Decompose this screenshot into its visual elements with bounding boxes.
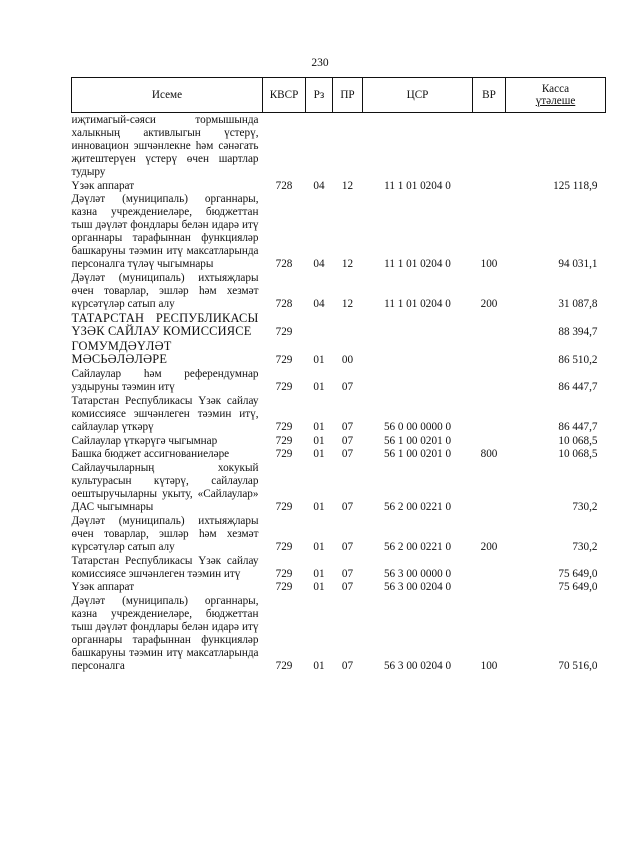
cell-amount: 10 068,5 bbox=[558, 434, 598, 447]
cell-pr: 07 bbox=[341, 581, 354, 594]
cell-rz: 01 bbox=[313, 567, 325, 580]
cell-kvsr: 729 bbox=[275, 581, 293, 594]
cell-name: Дәүләт (муниципаль) органнары, казна учреждениеләре, бюджеттан тыш дәүләт фондлары белән идарә итү органнары тарафыннан функцияләр башкаруны тәэмин итү максатларында персоналга bbox=[71, 595, 259, 672]
header-kassa-line2: үтәлеше bbox=[535, 95, 576, 107]
table-header-row bbox=[72, 78, 606, 113]
cell-kvsr: 729 bbox=[275, 448, 293, 461]
budget-table bbox=[71, 77, 606, 673]
cell-kvsr: 729 bbox=[275, 325, 293, 338]
cell-csr: 56 3 00 0204 0 bbox=[383, 581, 452, 594]
cell-pr: 00 bbox=[341, 354, 354, 367]
cell-rz: 01 bbox=[313, 448, 325, 461]
cell-kvsr: 729 bbox=[275, 380, 293, 393]
table-row bbox=[72, 554, 606, 581]
table-row bbox=[72, 461, 606, 514]
cell-kvsr: 729 bbox=[275, 501, 293, 514]
header-rz: Рз bbox=[306, 78, 333, 113]
cell-amount: 86 447,7 bbox=[558, 420, 598, 433]
cell-csr: 56 2 00 0221 0 bbox=[383, 501, 452, 514]
cell-pr: 12 bbox=[341, 257, 354, 270]
cell-csr: 56 2 00 0221 0 bbox=[383, 540, 452, 553]
cell-name: Татарстан Республикасы Үзәк сайлау комиссиясе эшчәнлеген тәэмин итү, сайлаулар үткәрү bbox=[71, 394, 259, 433]
cell-csr: 56 3 00 0204 0 bbox=[383, 659, 452, 672]
cell-amount: 86 510,2 bbox=[558, 354, 598, 367]
cell-csr bbox=[363, 339, 473, 367]
cell-name: Татарстан Республикасы Үзәк сайлау комиссиясе эшчәнлеген тәэмин итү bbox=[71, 554, 259, 580]
cell-rz: 01 bbox=[313, 501, 325, 514]
cell-rz: 01 bbox=[313, 659, 325, 672]
page-number: 230 bbox=[311, 57, 329, 69]
cell-amount: 86 447,7 bbox=[558, 380, 598, 393]
table-body bbox=[72, 113, 606, 673]
cell-amount: 70 516,0 bbox=[558, 659, 598, 672]
header-name: Исеме bbox=[72, 78, 263, 113]
cell-vr bbox=[473, 339, 506, 367]
cell-kvsr: 729 bbox=[275, 434, 293, 447]
cell-csr bbox=[363, 367, 473, 394]
header-kvsr: КВСР bbox=[263, 78, 306, 113]
cell-vr: 800 bbox=[480, 448, 498, 461]
cell-vr bbox=[473, 394, 506, 434]
cell-pr bbox=[333, 311, 363, 339]
cell-kvsr: 729 bbox=[275, 567, 293, 580]
cell-amount: 730,2 bbox=[572, 501, 598, 514]
cell-amount bbox=[506, 113, 606, 179]
cell-name: ГОМУМДӘҮЛӘТ МӘСЬӘЛӘЛӘРЕ bbox=[71, 338, 172, 367]
cell-amount: 31 087,8 bbox=[558, 297, 598, 310]
table-row bbox=[72, 367, 606, 394]
cell-amount: 94 031,1 bbox=[558, 257, 598, 270]
cell-pr: 07 bbox=[341, 380, 354, 393]
cell-pr: 12 bbox=[341, 179, 354, 192]
cell-vr bbox=[473, 113, 506, 179]
cell-rz bbox=[306, 311, 333, 339]
table-row bbox=[72, 179, 606, 193]
cell-name: Сайлаулар һәм референдумнар уздыруны тәэмин итү bbox=[71, 367, 259, 393]
cell-pr: 07 bbox=[341, 501, 354, 514]
cell-rz: 01 bbox=[313, 434, 325, 447]
cell-amount: 10 068,5 bbox=[558, 448, 598, 461]
cell-vr: 100 bbox=[480, 659, 498, 672]
header-kassa-line1: Касса bbox=[541, 82, 570, 95]
cell-rz: 01 bbox=[313, 581, 325, 594]
table-row bbox=[72, 580, 606, 594]
cell-amount: 75 649,0 bbox=[558, 567, 598, 580]
cell-csr: 11 1 01 0204 0 bbox=[384, 179, 451, 192]
cell-rz: 01 bbox=[313, 354, 325, 367]
header-csr: ЦСР bbox=[363, 78, 473, 113]
cell-vr: 200 bbox=[480, 297, 498, 310]
cell-pr: 07 bbox=[341, 659, 354, 672]
table-row bbox=[72, 271, 606, 311]
cell-amount: 125 118,9 bbox=[553, 179, 598, 192]
cell-name: Дәүләт (муниципаль) ихтыяҗлары өчен товарлар, эшләр һәм хезмәт күрсәтүләр сатып алу bbox=[71, 514, 259, 553]
table-row bbox=[72, 514, 606, 554]
table-row bbox=[72, 113, 606, 179]
cell-kvsr bbox=[263, 113, 306, 179]
cell-vr bbox=[473, 580, 506, 594]
cell-name: Сайлаулар үткәрүгә чыгымнар bbox=[71, 434, 218, 447]
table-row bbox=[72, 192, 606, 270]
cell-rz: 04 bbox=[313, 297, 325, 310]
cell-kvsr: 728 bbox=[275, 257, 293, 270]
cell-name: ТАТАРСТАН РЕСПУБЛИКАСЫ ҮЗӘК САЙЛАУ КОМИССИЯСЕ bbox=[71, 310, 259, 339]
cell-csr: 11 1 01 0204 0 bbox=[384, 297, 451, 310]
cell-rz: 01 bbox=[313, 540, 325, 553]
table-row bbox=[72, 394, 606, 434]
cell-vr: 100 bbox=[480, 257, 498, 270]
cell-amount: 75 649,0 bbox=[558, 581, 598, 594]
cell-name: иҗтимагый-сәяси тормышында халыкның активлыгын үстерү, инновацион эшчәнлекне һәм сәнәгать җитештерүен үстерү өчен шартлар тудыру bbox=[71, 114, 259, 178]
table-row bbox=[72, 434, 606, 448]
cell-kvsr: 728 bbox=[275, 179, 293, 192]
cell-kvsr: 729 bbox=[275, 540, 293, 553]
cell-vr bbox=[473, 554, 506, 581]
header-vr: ВР bbox=[473, 78, 506, 113]
cell-kvsr: 728 bbox=[275, 297, 293, 310]
cell-csr: 56 0 00 0000 0 bbox=[383, 420, 452, 433]
cell-name: Башка бюджет ассигнованиеләре bbox=[71, 448, 230, 461]
cell-name: Дәүләт (муниципаль) ихтыяҗлары өчен товарлар, эшләр һәм хезмәт күрсәтүләр сатып алу bbox=[71, 271, 259, 310]
cell-amount: 88 394,7 bbox=[558, 325, 598, 338]
cell-csr bbox=[363, 311, 473, 339]
cell-name: Сайлаучыларның хокукый культурасын күтәрү, сайлаулар оештыручыларны укыту, «Сайлаулар» ДАС чыгымнары bbox=[71, 462, 259, 514]
cell-csr: 56 1 00 0201 0 bbox=[383, 434, 452, 447]
cell-vr bbox=[473, 311, 506, 339]
cell-pr: 07 bbox=[341, 448, 354, 461]
cell-pr: 07 bbox=[341, 434, 354, 447]
cell-pr: 07 bbox=[341, 540, 354, 553]
cell-kvsr: 729 bbox=[275, 420, 293, 433]
table-row bbox=[72, 311, 606, 339]
cell-rz bbox=[306, 113, 333, 179]
cell-vr bbox=[473, 179, 506, 193]
table-row bbox=[72, 339, 606, 367]
cell-pr: 07 bbox=[341, 420, 354, 433]
cell-name: Үзәк аппарат bbox=[71, 179, 135, 192]
cell-kvsr: 729 bbox=[275, 659, 293, 672]
cell-name: Үзәк аппарат bbox=[71, 581, 135, 594]
cell-rz: 01 bbox=[313, 420, 325, 433]
cell-csr: 11 1 01 0204 0 bbox=[384, 257, 451, 270]
cell-kvsr: 729 bbox=[275, 354, 293, 367]
header-kassa bbox=[506, 78, 606, 113]
cell-rz: 04 bbox=[313, 257, 325, 270]
cell-rz: 01 bbox=[313, 380, 325, 393]
cell-vr bbox=[473, 434, 506, 448]
cell-vr bbox=[473, 461, 506, 514]
cell-rz: 04 bbox=[313, 179, 325, 192]
cell-pr bbox=[333, 113, 363, 179]
cell-csr bbox=[363, 113, 473, 179]
cell-pr: 12 bbox=[341, 297, 354, 310]
cell-amount: 730,2 bbox=[572, 540, 598, 553]
cell-name: Дәүләт (муниципаль) органнары, казна учреждениеләре, бюджеттан тыш дәүләт фондлары белән идарә итү органнары тарафыннан функцияләр башкаруны тәэмин итү максатларында персоналга түләү чыгымнары bbox=[71, 193, 259, 270]
header-pr: ПР bbox=[333, 78, 363, 113]
cell-pr: 07 bbox=[341, 567, 354, 580]
table-row bbox=[72, 594, 606, 672]
cell-csr: 56 1 00 0201 0 bbox=[383, 448, 452, 461]
cell-vr: 200 bbox=[480, 540, 498, 553]
cell-csr: 56 3 00 0000 0 bbox=[383, 567, 452, 580]
table-row bbox=[72, 447, 606, 461]
cell-vr bbox=[473, 367, 506, 394]
